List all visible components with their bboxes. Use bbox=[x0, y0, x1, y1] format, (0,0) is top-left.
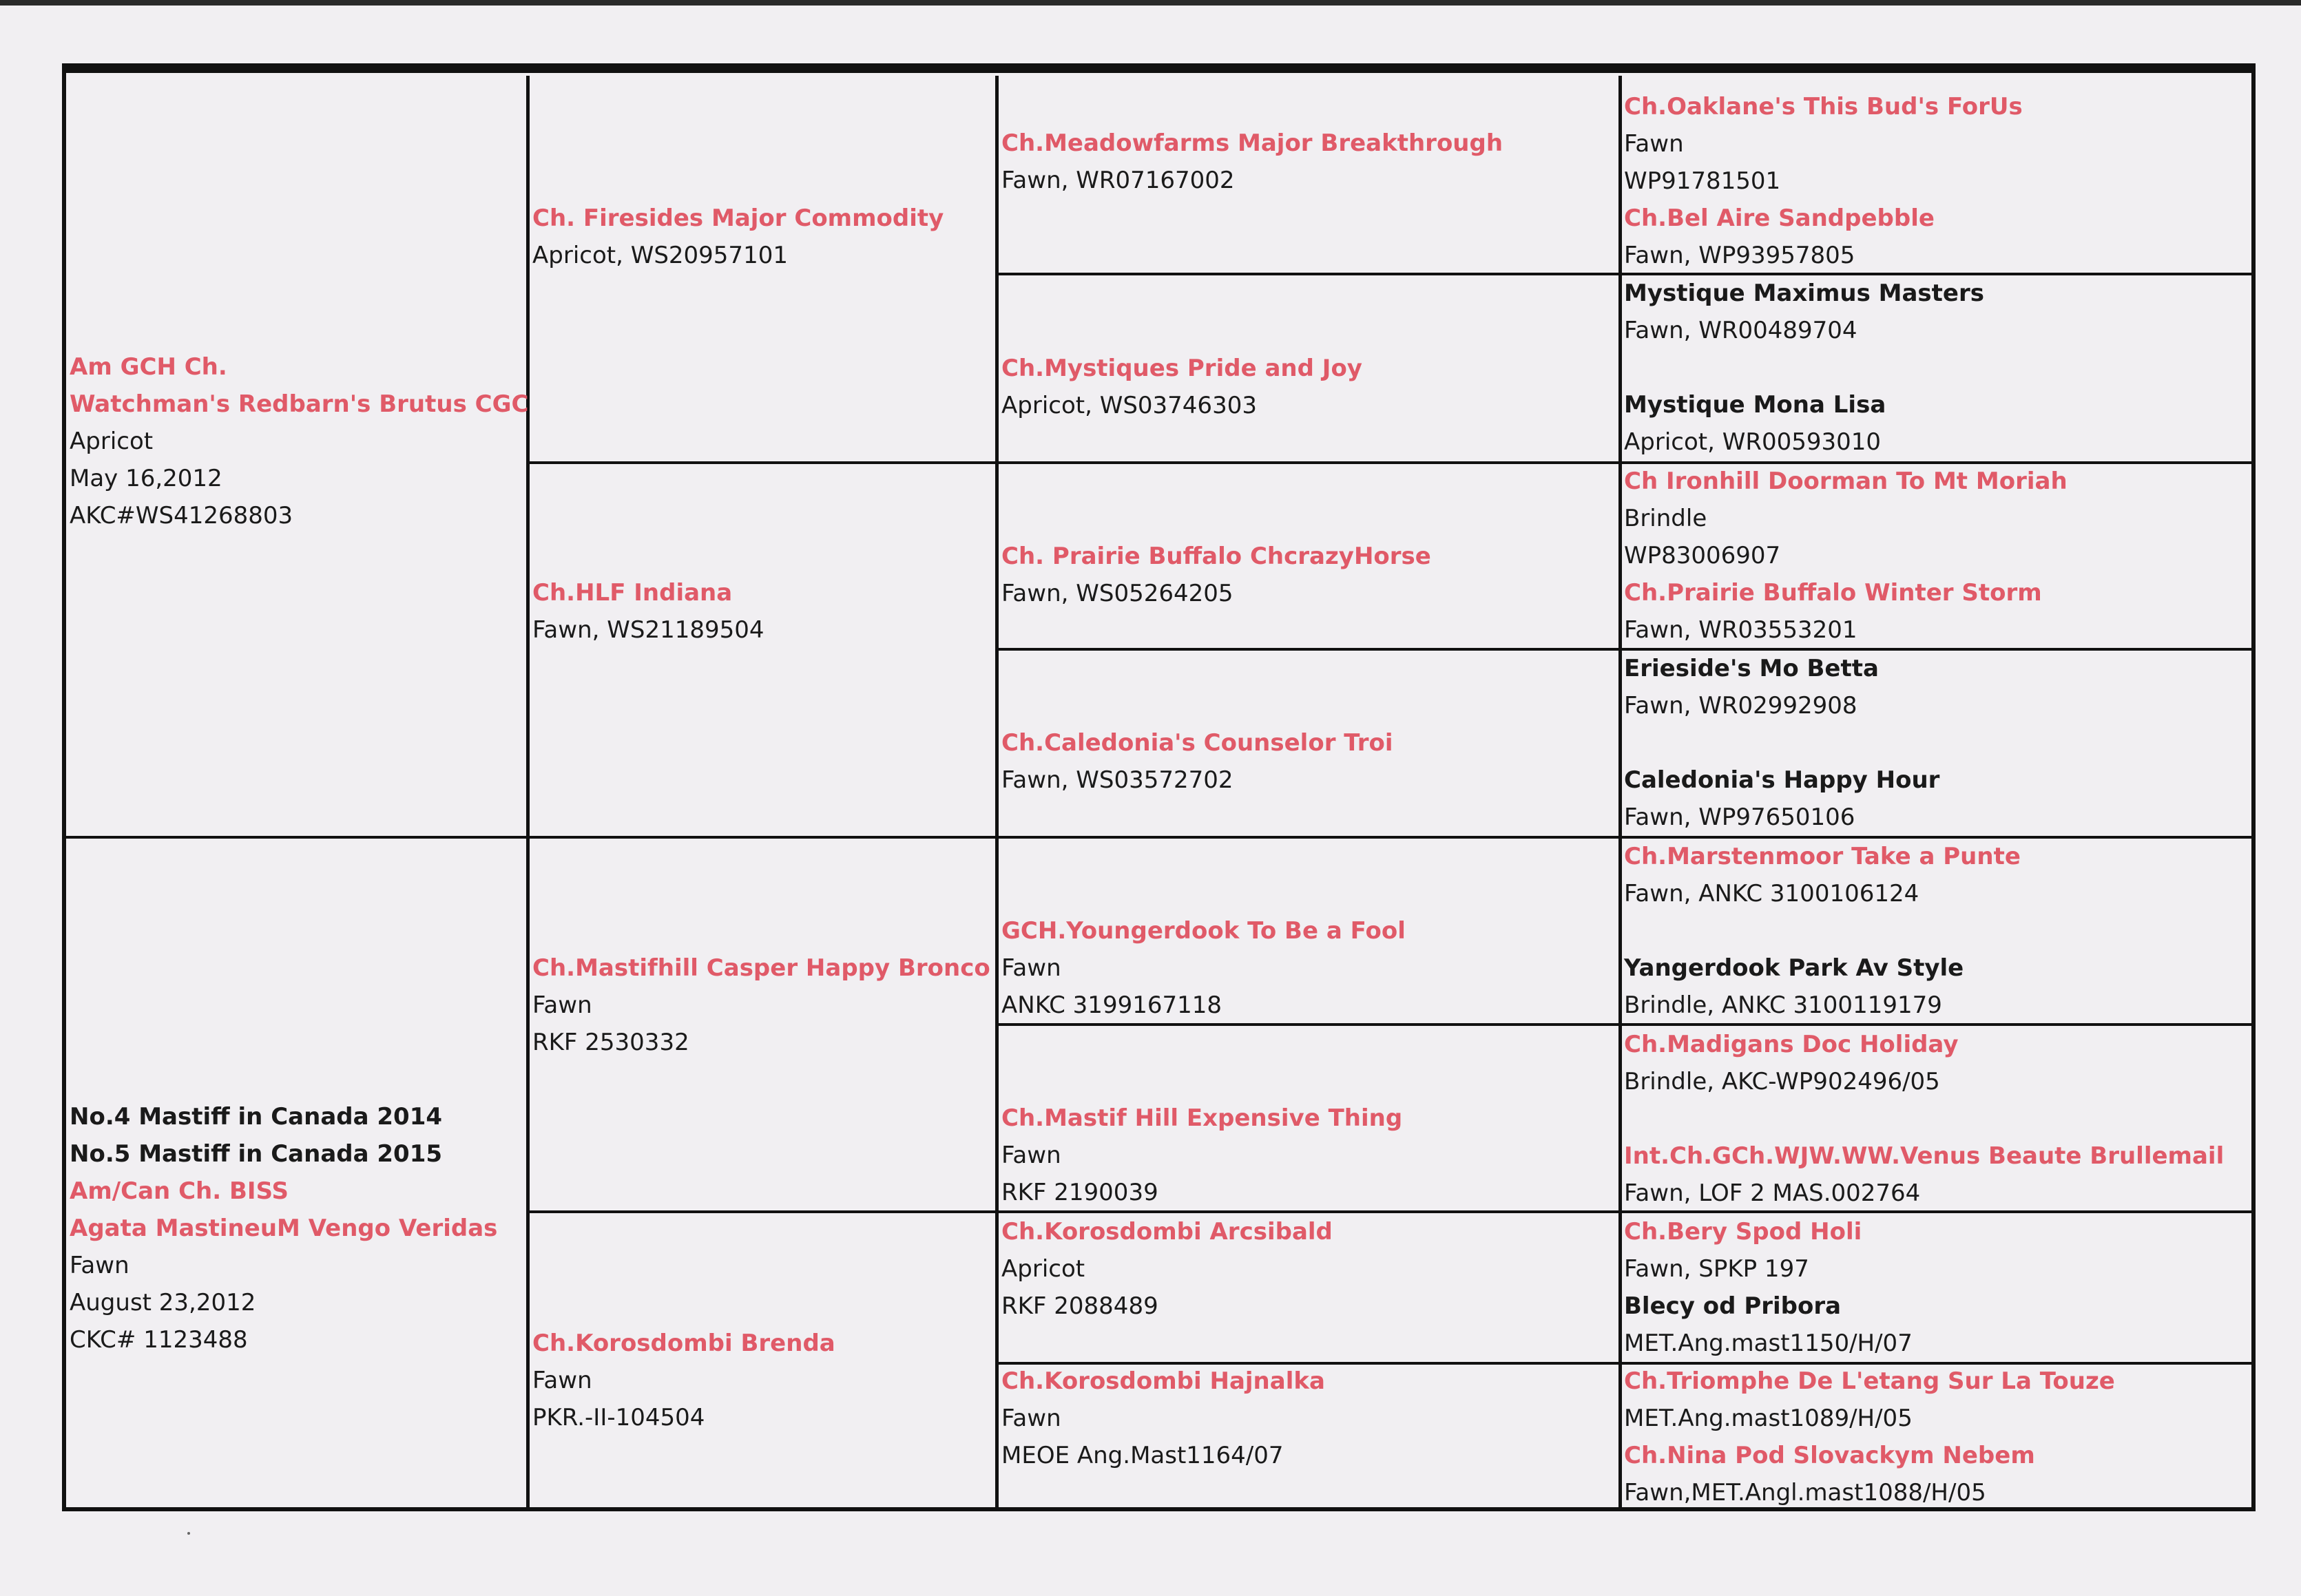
gen3-cell-5 bbox=[1001, 912, 1406, 1024]
dam-rank-2014: No.4 Mastiff in Canada 2014 bbox=[70, 1103, 443, 1131]
gen4-cell-5 bbox=[1624, 838, 2021, 1024]
ancestor-name: Blecy od Pribora bbox=[1624, 1292, 1842, 1320]
ancestor-name: Erieside's Mo Betta bbox=[1624, 655, 1879, 682]
ancestor-name: GCH.Youngerdook To Be a Fool bbox=[1001, 917, 1406, 945]
ancestor-color: Fawn bbox=[1001, 1142, 1061, 1169]
ancestor-color: Apricot bbox=[1001, 1255, 1085, 1283]
column-divider bbox=[995, 76, 999, 1511]
ancestor-color: Fawn bbox=[1624, 130, 1684, 158]
ancestor-reg: RKF 2530332 bbox=[532, 1029, 689, 1056]
ancestor-info: Fawn, WS03572702 bbox=[1001, 766, 1233, 794]
ancestor-name: Ch.Prairie Buffalo Winter Storm bbox=[1624, 579, 2042, 607]
ancestor-reg: WP83006907 bbox=[1624, 542, 1781, 569]
dam-sire-cell bbox=[532, 949, 990, 1061]
ancestor-name: Ch Ironhill Doorman To Mt Moriah bbox=[1624, 468, 2068, 495]
dam-titles: Am/Can Ch. BISS bbox=[70, 1177, 289, 1205]
ancestor-name: Ch.Oaklane's This Bud's ForUs bbox=[1624, 93, 2023, 120]
ancestor-name: Ch.Bery Spod Holi bbox=[1624, 1218, 1862, 1246]
gen3-cell-3 bbox=[1001, 538, 1431, 612]
ancestor-name: Ch.Madigans Doc Holiday bbox=[1624, 1031, 1959, 1058]
ancestor-color: Fawn bbox=[1001, 1405, 1061, 1432]
gen3-cell-6 bbox=[1001, 1100, 1402, 1211]
sire-cell bbox=[70, 348, 528, 534]
ancestor-name: Ch.Korosdombi Hajnalka bbox=[1001, 1367, 1325, 1395]
ancestor-name: Ch.Mystiques Pride and Joy bbox=[1001, 355, 1362, 382]
dam-dob: August 23,2012 bbox=[70, 1289, 256, 1316]
gen4-cell-4 bbox=[1624, 650, 1939, 836]
dam-rank-2015: No.5 Mastiff in Canada 2015 bbox=[70, 1140, 443, 1168]
ancestor-info: Apricot, WS03746303 bbox=[1001, 392, 1257, 419]
ancestor-info: Apricot, WR00593010 bbox=[1624, 428, 1882, 456]
column-divider bbox=[1618, 76, 1622, 1511]
ancestor-name: Caledonia's Happy Hour bbox=[1624, 766, 1940, 794]
sire-sire-cell bbox=[532, 200, 944, 274]
ancestor-info: MET.Ang.mast1150/H/07 bbox=[1624, 1330, 1913, 1357]
ancestor-info: Fawn, WR00489704 bbox=[1624, 317, 1857, 344]
gen4-cell-8 bbox=[1624, 1363, 2115, 1511]
ancestor-name: Mystique Maximus Masters bbox=[1624, 280, 1984, 307]
ancestor-reg: PKR.-II-104504 bbox=[532, 1404, 705, 1431]
ancestor-reg: ANKC 3199167118 bbox=[1001, 991, 1222, 1019]
ancestor-info: MET.Ang.mast1089/H/05 bbox=[1624, 1405, 1913, 1432]
ancestor-info: Fawn, WP93957805 bbox=[1624, 242, 1855, 269]
gen4-cell-1 bbox=[1624, 88, 2023, 274]
sire-dam-cell bbox=[532, 574, 764, 649]
sire-name: Watchman's Redbarn's Brutus CGC bbox=[70, 390, 529, 418]
ancestor-info: Fawn, WR02992908 bbox=[1624, 692, 1857, 720]
dam-color: Fawn bbox=[70, 1252, 129, 1279]
gen3-cell-1 bbox=[1001, 125, 1503, 199]
ancestor-name: Ch.Korosdombi Arcsibald bbox=[1001, 1218, 1333, 1246]
ancestor-reg: WP91781501 bbox=[1624, 167, 1781, 195]
ancestor-color: Fawn bbox=[1001, 954, 1061, 982]
gen3-cell-7 bbox=[1001, 1213, 1333, 1325]
dam-name: Agata MastineuM Vengo Veridas bbox=[70, 1215, 498, 1242]
ancestor-reg: MEOE Ang.Mast1164/07 bbox=[1001, 1442, 1284, 1469]
scan-edge bbox=[0, 0, 2301, 6]
sire-color: Apricot bbox=[70, 428, 154, 455]
ancestor-color: Brindle bbox=[1624, 505, 1707, 532]
ancestor-info: Fawn, SPKP 197 bbox=[1624, 1255, 1809, 1283]
ancestor-info: Fawn, WR07167002 bbox=[1001, 167, 1235, 194]
gen4-cell-6 bbox=[1624, 1026, 2224, 1212]
ancestor-name: Mystique Mona Lisa bbox=[1624, 391, 1886, 419]
ancestor-name: Int.Ch.GCh.WJW.WW.Venus Beaute Brullemail bbox=[1624, 1142, 2225, 1170]
ancestor-info: Fawn, ANKC 3100106124 bbox=[1624, 880, 1919, 907]
dam-reg: CKC# 1123488 bbox=[70, 1326, 248, 1354]
ancestor-name: Yangerdook Park Av Style bbox=[1624, 954, 1964, 982]
ancestor-name: Ch.Mastif Hill Expensive Thing bbox=[1001, 1104, 1403, 1132]
ancestor-name: Ch.Triomphe De L'etang Sur La Touze bbox=[1624, 1367, 2115, 1395]
dam-cell bbox=[70, 1098, 497, 1358]
ancestor-name: Ch.HLF Indiana bbox=[532, 579, 733, 607]
gen4-cell-2 bbox=[1624, 275, 1984, 461]
ancestor-name: Ch. Prairie Buffalo ChcrazyHorse bbox=[1001, 543, 1431, 570]
gen3-cell-4 bbox=[1001, 724, 1393, 799]
column-divider bbox=[526, 76, 530, 1511]
ancestor-reg: RKF 2190039 bbox=[1001, 1179, 1158, 1206]
ancestor-name: Ch.Nina Pod Slovackym Nebem bbox=[1624, 1442, 2035, 1469]
ancestor-info: Fawn, WS21189504 bbox=[532, 616, 764, 644]
ancestor-name: Ch.Korosdombi Brenda bbox=[532, 1330, 835, 1357]
ancestor-color: Fawn bbox=[532, 1367, 592, 1394]
ancestor-reg: RKF 2088489 bbox=[1001, 1292, 1158, 1320]
gen3-cell-8 bbox=[1001, 1363, 1325, 1474]
sire-titles: Am GCH Ch. bbox=[70, 353, 227, 381]
gen4-cell-3 bbox=[1624, 463, 2068, 649]
ancestor-name: Ch.Meadowfarms Major Breakthrough bbox=[1001, 129, 1503, 157]
sire-reg: AKC#WS41268803 bbox=[70, 502, 293, 529]
ancestor-color: Fawn bbox=[532, 991, 592, 1019]
ancestor-info: Apricot, WS20957101 bbox=[532, 242, 788, 269]
ancestor-info: Fawn, WR03553201 bbox=[1624, 616, 1857, 644]
ancestor-info: Fawn, WS05264205 bbox=[1001, 580, 1233, 607]
gen4-cell-7 bbox=[1624, 1213, 1913, 1362]
ancestor-name: Ch.Bel Aire Sandpebble bbox=[1624, 204, 1935, 232]
ancestor-name: Ch.Marstenmoor Take a Punte bbox=[1624, 843, 2021, 870]
gen3-cell-2 bbox=[1001, 350, 1362, 424]
ancestor-name: Ch.Caledonia's Counselor Troi bbox=[1001, 729, 1393, 757]
ancestor-info: Fawn, WP97650106 bbox=[1624, 804, 1855, 831]
scan-speck bbox=[187, 1532, 190, 1535]
ancestor-name: Ch.Mastifhill Casper Happy Bronco bbox=[532, 954, 990, 982]
sire-dob: May 16,2012 bbox=[70, 465, 222, 492]
ancestor-info: Brindle, ANKC 3100119179 bbox=[1624, 991, 1942, 1019]
dam-dam-cell bbox=[532, 1325, 835, 1436]
ancestor-name: Ch. Firesides Major Commodity bbox=[532, 204, 944, 232]
ancestor-info: Brindle, AKC-WP902496/05 bbox=[1624, 1068, 1940, 1095]
ancestor-info: Fawn, LOF 2 MAS.002764 bbox=[1624, 1179, 1921, 1207]
ancestor-info: Fawn,MET.Angl.mast1088/H/05 bbox=[1624, 1479, 1986, 1506]
